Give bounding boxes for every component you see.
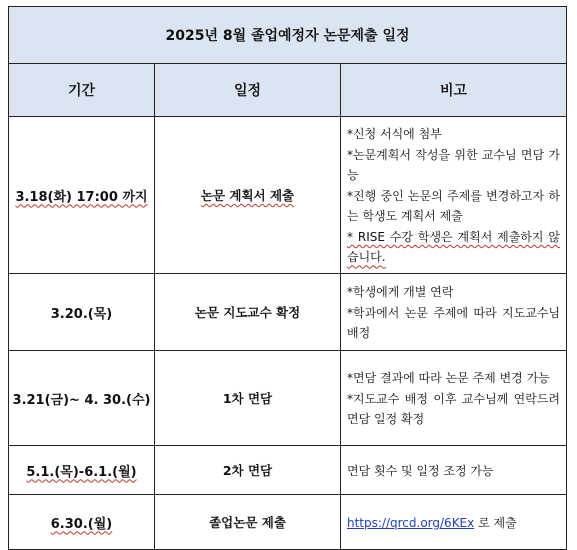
- note-line: * RISE 수강 학생은 계획서 제출하지 않습니다.: [347, 229, 560, 265]
- note-line: *학생에게 개별 연락: [347, 285, 454, 300]
- event-text: 논문 지도교수 확정: [194, 305, 301, 320]
- table-row: [9, 117, 567, 274]
- title-row: [9, 7, 567, 64]
- event-text: 2차 면담: [222, 463, 273, 478]
- event-cell: [155, 117, 341, 274]
- table-row: [9, 495, 567, 550]
- note-line: *논문계획서 작성을 위한 교수님 면담 가능: [347, 147, 560, 183]
- table-row: [9, 351, 567, 446]
- note-line: 면담 횟수 및 일정 조정 가능: [347, 463, 494, 478]
- event-cell: [155, 446, 341, 495]
- event-text: 논문 계획서 제출: [200, 188, 295, 203]
- note-cell: [341, 495, 567, 550]
- period-cell: [9, 274, 155, 351]
- table-title: 2025년 8월 졸업예정자 논문제출 일정: [9, 7, 567, 64]
- period-text: 6.30.(월): [50, 516, 113, 532]
- event-text: 1차 면담: [222, 391, 273, 406]
- event-cell: [155, 351, 341, 446]
- period-cell: [9, 351, 155, 446]
- header-period: 기간: [9, 64, 155, 117]
- period-text: 3.21(금)~ 4. 30.(수): [12, 392, 151, 408]
- header-note: 비고: [341, 64, 567, 117]
- note-cell: [341, 351, 567, 446]
- header-event: 일정: [155, 64, 341, 117]
- note-line: *학과에서 논문 주제에 따라 지도교수님 배정: [347, 305, 560, 341]
- note-line: *지도교수 배정 이후 교수님께 연락드려 면담 일정 확정: [347, 391, 560, 427]
- period-cell: [9, 446, 155, 495]
- note-cell: [341, 446, 567, 495]
- period-cell: [9, 495, 155, 550]
- table-row: [9, 274, 567, 351]
- period-text: 3.18(화) 17:00 까지: [15, 189, 148, 205]
- note-cell: [341, 117, 567, 274]
- schedule-table: [8, 6, 567, 550]
- event-text: 졸업논문 제출: [209, 515, 286, 530]
- period-cell: [9, 117, 155, 274]
- period-text: 5.1.(목)-6.1.(월): [26, 464, 137, 480]
- event-cell: [155, 495, 341, 550]
- event-cell: [155, 274, 341, 351]
- note-line: *면담 결과에 따라 논문 주제 변경 가능: [347, 371, 550, 386]
- note-cell: [341, 274, 567, 351]
- note-line: *신청 서식에 첨부: [347, 127, 442, 142]
- schedule-container: [8, 6, 567, 550]
- table-row: [9, 446, 567, 495]
- period-text: 3.20.(목): [50, 306, 113, 322]
- note-line: *진행 중인 논문의 주제를 변경하고자 하는 학생도 계획서 제출: [347, 188, 560, 224]
- header-row: [9, 64, 567, 117]
- link-suffix: 로 제출: [474, 515, 517, 530]
- submission-link[interactable]: https://qrcd.org/6KEx: [347, 515, 475, 530]
